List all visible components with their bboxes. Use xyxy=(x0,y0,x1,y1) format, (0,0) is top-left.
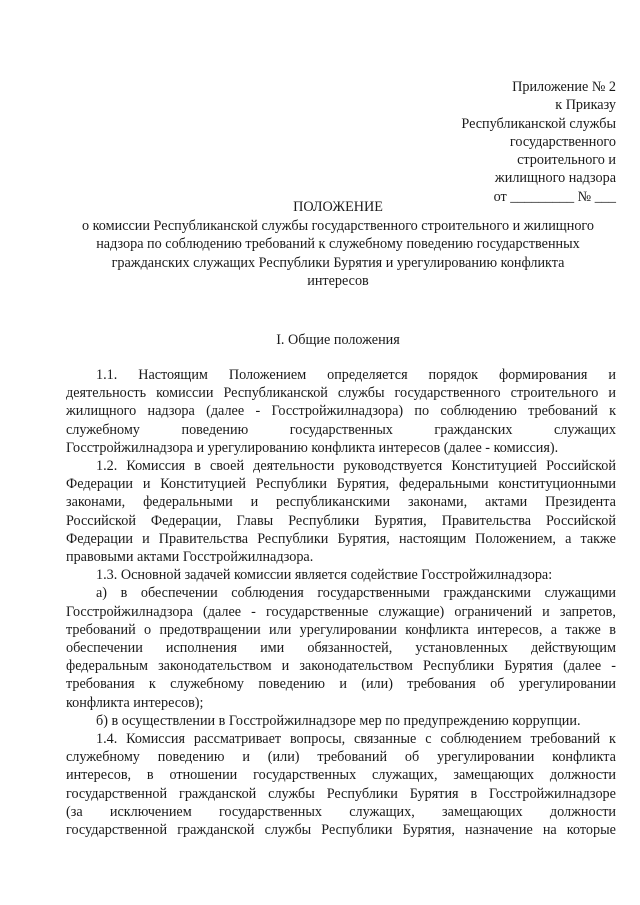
word: урегулировании xyxy=(437,749,535,766)
paragraph xyxy=(66,366,616,457)
paragraph-line xyxy=(66,785,616,803)
word: вопросы, xyxy=(289,731,346,748)
word: государственные xyxy=(265,603,369,620)
paragraph-line xyxy=(66,748,616,766)
word: установленных xyxy=(415,640,508,657)
appendix-line: Республиканской службы xyxy=(461,115,616,132)
word: а) xyxy=(96,585,108,602)
word: Бурятия, xyxy=(336,476,390,493)
word: служащих, xyxy=(372,767,438,784)
word: Правительства xyxy=(158,530,249,547)
word: рассматривает xyxy=(193,731,282,748)
word: (далее xyxy=(563,658,602,675)
word: и xyxy=(339,676,347,693)
paragraph-line: 1.3. Основной задачей комиссии является содействие Госстройжилнадзора: xyxy=(96,567,553,584)
word: которые xyxy=(566,822,616,839)
word: требований xyxy=(530,731,601,748)
word: формирования xyxy=(498,367,588,383)
title-line: надзора по соблюдению требований к служебному поведению государственных xyxy=(96,236,580,253)
word: и xyxy=(250,494,259,511)
paragraph xyxy=(66,712,616,730)
word: также xyxy=(580,530,616,547)
word: в xyxy=(146,767,154,784)
word: соблюдением xyxy=(440,731,522,748)
word: Бурятия xyxy=(409,785,459,802)
paragraph xyxy=(66,730,616,839)
word: и xyxy=(608,385,616,402)
word: в xyxy=(120,585,128,602)
word: с xyxy=(425,731,432,748)
word: требования xyxy=(407,676,476,693)
paragraph-line xyxy=(66,402,616,420)
word: (или) xyxy=(361,676,393,693)
word: государственных xyxy=(253,767,357,784)
word: исполнения xyxy=(165,640,237,657)
word: поведению xyxy=(157,749,225,766)
word: Республики xyxy=(288,512,360,529)
word: в xyxy=(194,458,201,475)
word: связанные xyxy=(354,731,417,748)
paragraph xyxy=(66,457,616,566)
word: поведению xyxy=(181,421,249,438)
word: федеральными xyxy=(398,476,489,493)
appendix-line: государственного xyxy=(509,133,616,150)
word: Комиссия xyxy=(126,458,186,475)
word: определяется xyxy=(327,367,408,383)
word: а xyxy=(550,621,558,638)
paragraph-line xyxy=(66,366,616,384)
word: замещающих xyxy=(453,767,535,784)
word: законодательством xyxy=(299,658,413,675)
word: федеральным xyxy=(66,658,148,675)
word: к xyxy=(148,676,156,693)
word: замещающих xyxy=(442,803,523,820)
paragraph-line xyxy=(66,475,616,493)
word: Российской xyxy=(546,458,616,475)
title-line: о комиссии Республиканской службы государственного строительного и жилищного xyxy=(82,217,594,234)
word: соблюдения xyxy=(231,585,304,602)
word: соблюдению xyxy=(440,403,517,420)
word: поведению xyxy=(258,676,326,693)
word: а xyxy=(565,530,572,547)
word: действующим xyxy=(530,640,616,657)
word: республиканскими xyxy=(276,494,391,511)
word: федеральными xyxy=(143,494,233,511)
word: деятельности xyxy=(253,458,335,475)
word: интересов, xyxy=(477,621,543,638)
word: Президента xyxy=(545,494,616,511)
appendix-line: к Приказу xyxy=(555,97,616,114)
paragraph-line: б) в осуществлении в Госстройжилнадзоре мер по предупреждению коррупции. xyxy=(96,712,581,729)
paragraph-line xyxy=(66,821,616,839)
paragraph xyxy=(66,566,616,584)
word: государственными xyxy=(317,585,430,602)
word: урегулировании xyxy=(518,676,616,693)
paragraph-line xyxy=(66,493,616,511)
title-line: ПОЛОЖЕНИЕ xyxy=(293,199,383,215)
word: Бурятия, xyxy=(374,512,427,529)
word: требований xyxy=(528,403,598,420)
word: законодательством xyxy=(158,658,272,675)
appendix-header xyxy=(400,78,616,206)
appendix-line: жилищного надзора xyxy=(494,170,616,187)
word: служащие) xyxy=(378,603,445,620)
word: Республики xyxy=(321,822,393,839)
word: служащих xyxy=(554,421,616,438)
word: 1.4. xyxy=(96,731,118,748)
word: служащими xyxy=(544,585,616,602)
word: настоящим xyxy=(398,530,466,547)
word: надзора xyxy=(147,403,195,420)
word: (далее xyxy=(206,403,245,420)
word: Федерации xyxy=(66,530,134,547)
appendix-line: строительного и xyxy=(517,152,616,169)
word: Бурятия xyxy=(504,658,554,675)
title-line: гражданских служащих Республики Бурятия и урегулированию конфликта xyxy=(111,254,565,271)
paragraph-line xyxy=(66,603,616,621)
paragraph-line xyxy=(66,639,616,657)
word: Настоящим xyxy=(138,367,208,383)
word: об xyxy=(404,749,420,766)
document-body xyxy=(66,366,616,839)
word: Федерации, xyxy=(150,512,222,529)
word: государственных xyxy=(218,803,322,820)
word: Республики xyxy=(257,530,329,547)
word: и xyxy=(542,603,550,620)
appendix-line: Приложение № 2 xyxy=(512,79,616,95)
word: служебному xyxy=(66,749,140,766)
word: обеспечении xyxy=(140,585,218,602)
word: и xyxy=(142,530,150,547)
word: Главы xyxy=(236,512,274,529)
word: на xyxy=(542,822,557,839)
word: 1.1. xyxy=(96,367,118,383)
word: Республиканской xyxy=(223,385,328,402)
word: конституционными xyxy=(498,476,616,493)
word: Правительства xyxy=(441,512,532,529)
word: государственной xyxy=(66,822,168,839)
word: ими xyxy=(260,640,285,657)
word: гражданской xyxy=(179,785,257,802)
word: и xyxy=(281,658,290,675)
word: требований xyxy=(317,749,388,766)
word: гражданских xyxy=(434,421,513,438)
word: служебному xyxy=(170,676,245,693)
word: своей xyxy=(210,458,245,475)
word: Госстройжилнадзора) xyxy=(271,403,404,420)
word: государственного xyxy=(394,385,501,402)
word: Республики xyxy=(422,658,495,675)
paragraph-line: Госстройжилнадзора и урегулированию конфликта интересов (далее - комиссия). xyxy=(66,439,559,456)
paragraph-line xyxy=(66,457,616,475)
paragraph-line: конфликта интересов); xyxy=(66,694,204,711)
word: обязанностей, xyxy=(307,640,393,657)
word: Российской xyxy=(546,512,616,529)
word: о xyxy=(144,621,152,638)
word: службы xyxy=(268,785,315,802)
word: - xyxy=(611,658,616,675)
title-line: интересов xyxy=(307,273,369,290)
word: интересов, xyxy=(66,767,132,784)
word: по xyxy=(414,403,430,420)
appendix-line: от _________ № ___ xyxy=(493,188,616,205)
word: 1.2. xyxy=(96,458,118,475)
word: и xyxy=(142,476,151,493)
word: Республики xyxy=(255,476,327,493)
word: отношении xyxy=(169,767,238,784)
word: - xyxy=(251,603,256,620)
word: - xyxy=(255,403,261,420)
word: гражданскими xyxy=(443,585,531,602)
word: государственных xyxy=(289,421,393,438)
word: служащих, xyxy=(349,803,415,820)
word: законами, xyxy=(407,494,468,511)
word: гражданской xyxy=(177,822,255,839)
word: деятельность xyxy=(66,385,147,402)
paragraph-line xyxy=(66,530,616,548)
word: Положением xyxy=(228,367,307,383)
paragraph xyxy=(66,584,616,711)
word: комиссии xyxy=(156,385,214,402)
word: Бурятия, xyxy=(402,822,455,839)
word: в xyxy=(609,621,616,638)
paragraph-line: правовыми актами Госстройжилнадзора. xyxy=(66,549,314,566)
paragraph-line xyxy=(66,675,616,693)
paragraph-line xyxy=(66,766,616,784)
document-title xyxy=(40,198,636,291)
word: конфликта xyxy=(552,749,616,766)
word: конфликта xyxy=(405,621,469,638)
paragraph-line xyxy=(66,384,616,402)
word: строительного xyxy=(510,385,599,402)
word: законами, xyxy=(66,494,126,511)
word: или xyxy=(269,621,292,638)
word: Комиссия xyxy=(126,731,186,748)
word: и xyxy=(242,749,250,766)
paragraph-line xyxy=(66,803,616,821)
section-heading: I. Общие положения xyxy=(276,332,400,348)
word: назначение xyxy=(465,822,533,839)
word: предотвращении xyxy=(159,621,261,638)
word: в xyxy=(470,785,478,802)
word: требований xyxy=(66,621,136,638)
word: Конституцией xyxy=(451,458,538,475)
word: также xyxy=(565,621,601,638)
word: жилищного xyxy=(66,403,137,420)
paragraph-line xyxy=(66,730,616,748)
word: порядок xyxy=(428,367,479,383)
word: Российской xyxy=(66,512,136,529)
paragraph-line xyxy=(66,621,616,639)
word: Бурятия, xyxy=(337,530,390,547)
word: ограничений xyxy=(454,603,533,620)
paragraph-line xyxy=(66,421,616,439)
word: Федерации xyxy=(66,476,134,493)
paragraph-line xyxy=(66,512,616,530)
word: запретов, xyxy=(559,603,616,620)
word: служебному xyxy=(66,421,140,438)
word: Конституцией xyxy=(160,476,246,493)
paragraph-line xyxy=(66,657,616,675)
word: должности xyxy=(549,803,616,820)
word: (далее xyxy=(203,603,242,620)
word: должности xyxy=(549,767,616,784)
word: к xyxy=(609,403,616,420)
word: к xyxy=(609,731,616,748)
word: Республики xyxy=(326,785,398,802)
word: Госстройжилнадзоре xyxy=(489,785,616,802)
word: актами xyxy=(485,494,528,511)
word: Госстройжилнадзора xyxy=(66,603,193,620)
word: и xyxy=(608,367,616,383)
word: Положением, xyxy=(475,530,556,547)
word: (за xyxy=(66,803,83,820)
word: руководствуется xyxy=(343,458,443,475)
word: урегулировании xyxy=(299,621,397,638)
word: об xyxy=(490,676,505,693)
word: требования xyxy=(66,676,135,693)
word: службы xyxy=(264,822,312,839)
word: службы xyxy=(337,385,385,402)
word: обеспечении xyxy=(66,640,143,657)
word: исключением xyxy=(109,803,192,820)
paragraph-line xyxy=(66,584,616,602)
word: (или) xyxy=(267,749,300,766)
word: государственной xyxy=(66,785,168,802)
